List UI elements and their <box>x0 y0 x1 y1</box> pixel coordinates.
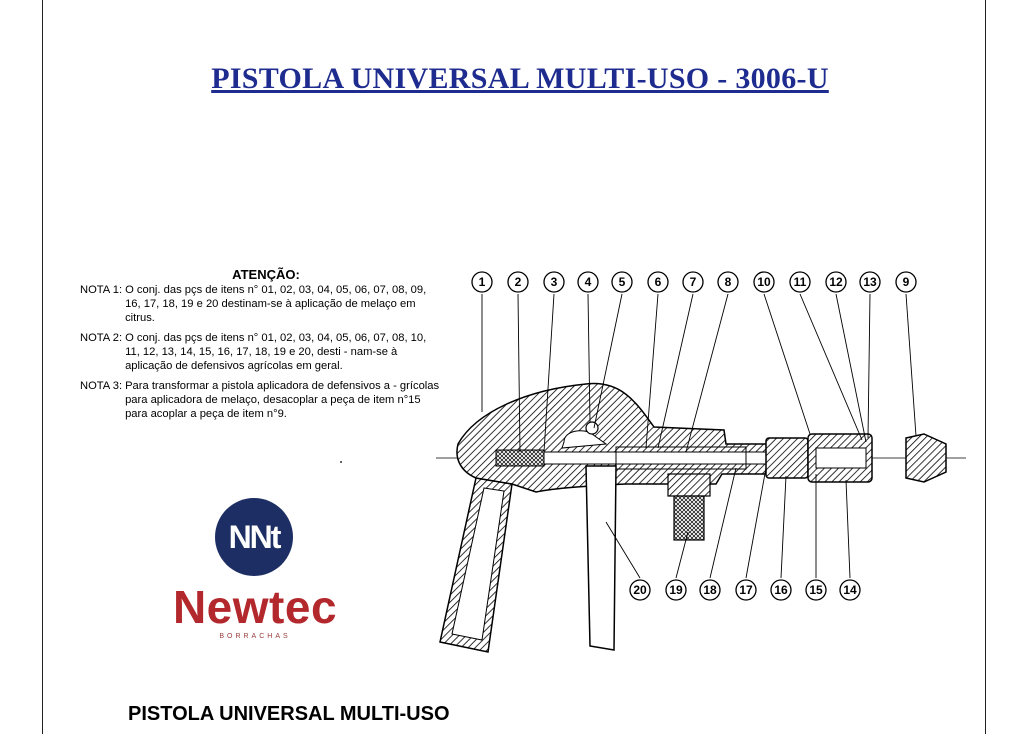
callout-16 <box>771 580 791 600</box>
svg-text:12: 12 <box>829 275 843 289</box>
callout-4 <box>578 272 598 292</box>
note-text: O conj. das pçs de itens n° 01, 02, 03, 04, 05, 06, 07, 08, 09, 16, 17, 18, 19 e 20 destinam-se à aplicação de melaço em citrus. <box>125 284 427 324</box>
svg-text:16: 16 <box>774 583 788 597</box>
page-border-left <box>42 0 43 734</box>
callout-18 <box>700 580 720 600</box>
svg-text:10: 10 <box>757 275 771 289</box>
callout-15 <box>806 580 826 600</box>
svg-text:15: 15 <box>809 583 823 597</box>
callout-2 <box>508 272 528 292</box>
newtec-logo <box>160 498 360 648</box>
stray-dot <box>340 461 342 463</box>
logo-subtitle: BORRACHAS <box>219 633 291 640</box>
svg-text:14: 14 <box>843 583 857 597</box>
svg-text:3: 3 <box>550 275 558 289</box>
svg-text:9: 9 <box>902 275 910 289</box>
svg-text:4: 4 <box>584 275 592 289</box>
nozzle-nut <box>766 438 808 478</box>
callout-3 <box>544 272 564 292</box>
callout-17 <box>736 580 756 600</box>
attention-notes <box>80 268 440 427</box>
callout-6 <box>648 272 668 292</box>
spring-part <box>496 450 544 466</box>
callouts-bottom <box>630 580 860 600</box>
callout-7 <box>683 272 703 292</box>
callout-13 <box>860 272 880 292</box>
note-text: O conj. das pçs de itens n° 01, 02, 03, 04, 05, 06, 07, 08, 10, 11, 12, 13, 14, 15, 16, 17, 18, 19 e 20, desti - nam-se à aplicação de defensivos agrícolas em geral. <box>125 332 427 372</box>
valve-rod <box>544 452 774 464</box>
svg-text:1: 1 <box>478 275 486 289</box>
note-1 <box>80 283 440 325</box>
svg-text:5: 5 <box>618 275 626 289</box>
callout-14 <box>840 580 860 600</box>
callout-10 <box>754 272 774 292</box>
logo-brand: Newtec <box>172 581 338 633</box>
melaco-tip <box>906 434 946 482</box>
note-label: NOTA 2: <box>80 332 123 344</box>
callout-11 <box>790 272 810 292</box>
note-label: NOTA 3: <box>80 380 123 392</box>
inlet-nut <box>668 474 710 496</box>
callout-19 <box>666 580 686 600</box>
note-3 <box>80 379 440 421</box>
svg-text:20: 20 <box>633 583 647 597</box>
svg-text:17: 17 <box>739 583 753 597</box>
attention-heading: ATENÇÃO: <box>232 267 300 282</box>
page-border-right <box>985 0 986 734</box>
page-title: PISTOLA UNIVERSAL MULTI-USO - 3006-U <box>211 62 829 95</box>
callout-1 <box>472 272 492 292</box>
svg-text:8: 8 <box>724 275 732 289</box>
svg-text:2: 2 <box>514 275 522 289</box>
logo-mark: NNt <box>215 498 293 576</box>
callout-12 <box>826 272 846 292</box>
nozzle-bore <box>816 448 866 468</box>
note-text: Para transformar a pistola aplicadora de defensivos a - grícolas para aplicadora de melaço, desacoplar a peça de item n°15 para acoplar a peça de item n°9. <box>125 380 440 420</box>
callout-8 <box>718 272 738 292</box>
callouts-top <box>472 272 916 292</box>
inlet-connector <box>674 496 704 540</box>
footer-title: PISTOLA UNIVERSAL MULTI-USO <box>128 703 450 725</box>
svg-text:11: 11 <box>793 275 807 289</box>
trigger-pin <box>586 422 598 434</box>
svg-text:13: 13 <box>863 275 877 289</box>
svg-text:7: 7 <box>689 275 697 289</box>
svg-text:6: 6 <box>654 275 662 289</box>
svg-text:19: 19 <box>669 583 683 597</box>
svg-text:18: 18 <box>703 583 717 597</box>
callout-9 <box>896 272 916 292</box>
note-label: NOTA 1: <box>80 284 123 296</box>
note-2 <box>80 331 440 373</box>
callout-5 <box>612 272 632 292</box>
callout-20 <box>630 580 650 600</box>
trigger-lever <box>586 466 616 650</box>
pistol-exploded-diagram <box>436 262 970 662</box>
